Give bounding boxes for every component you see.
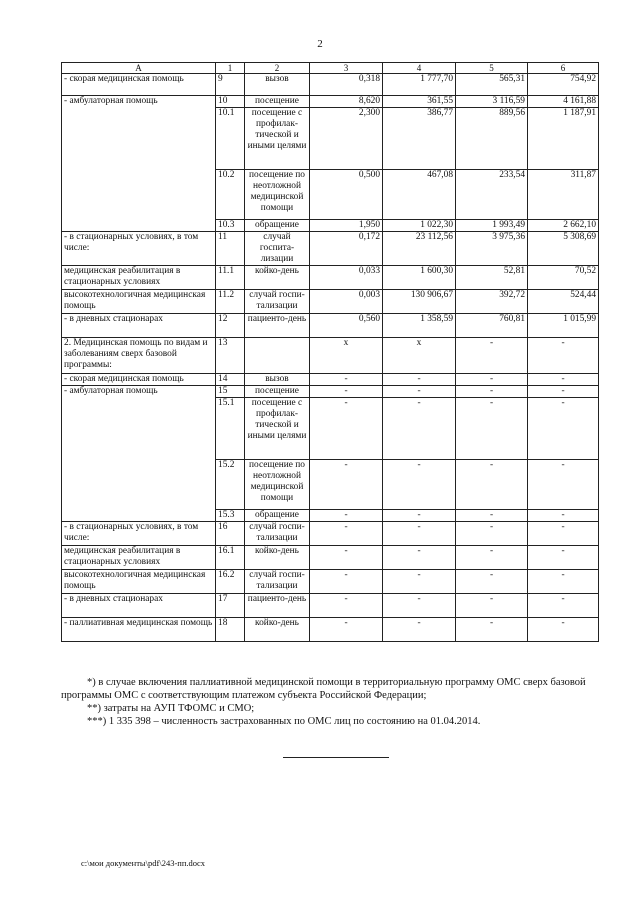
value-cell: - xyxy=(528,510,599,522)
row-label: - скорая медицинская помощь xyxy=(62,374,216,386)
table-row xyxy=(62,290,599,314)
row-unit: посещение с профилак-тической и иными целями xyxy=(245,108,310,170)
value-cell: х xyxy=(383,338,456,374)
row-number: 16.2 xyxy=(216,570,245,594)
value-cell: - xyxy=(310,522,383,546)
value-cell: - xyxy=(456,618,528,642)
row-unit: случай госпи-тализации xyxy=(245,290,310,314)
row-number: 15.3 xyxy=(216,510,245,522)
value-cell: 0,033 xyxy=(310,266,383,290)
header-cell: 1 xyxy=(216,63,245,74)
value-cell: - xyxy=(310,546,383,570)
row-unit: пациенто-день xyxy=(245,594,310,618)
header-cell: 6 xyxy=(528,63,599,74)
row-label: медицинская реабилитация в стационарных условиях xyxy=(62,266,216,290)
row-number: 18 xyxy=(216,618,245,642)
row-unit: вызов xyxy=(245,374,310,386)
row-number: 9 xyxy=(216,74,245,96)
table-row xyxy=(62,266,599,290)
value-cell: 889,56 xyxy=(456,108,528,170)
file-path: c:\мои документы\pdf\243-пп.docx xyxy=(81,858,206,868)
table-row xyxy=(62,570,599,594)
row-unit: койко-день xyxy=(245,266,310,290)
value-cell: 0,172 xyxy=(310,232,383,266)
row-number: 17 xyxy=(216,594,245,618)
footnotes xyxy=(61,676,598,728)
value-cell: 5 308,69 xyxy=(528,232,599,266)
value-cell: 1 015,99 xyxy=(528,314,599,338)
value-cell: - xyxy=(528,594,599,618)
value-cell: - xyxy=(383,618,456,642)
value-cell: - xyxy=(456,546,528,570)
header-cell: 2 xyxy=(245,63,310,74)
value-cell: 1 600,30 xyxy=(383,266,456,290)
value-cell: - xyxy=(310,374,383,386)
value-cell: 130 906,67 xyxy=(383,290,456,314)
value-cell: - xyxy=(528,546,599,570)
row-label: - в дневных стационарах xyxy=(62,314,216,338)
value-cell: 1 022,30 xyxy=(383,220,456,232)
row-number: 15.2 xyxy=(216,460,245,510)
row-number: 10 xyxy=(216,96,245,108)
value-cell: 311,87 xyxy=(528,170,599,220)
value-cell: 0,003 xyxy=(310,290,383,314)
value-cell: 70,52 xyxy=(528,266,599,290)
row-label: - амбулаторная помощь xyxy=(62,96,216,232)
value-cell: - xyxy=(310,386,383,398)
table-row xyxy=(62,74,599,96)
value-cell: 52,81 xyxy=(456,266,528,290)
row-number: 15 xyxy=(216,386,245,398)
header-cell: А xyxy=(62,63,216,74)
value-cell: - xyxy=(528,386,599,398)
row-number: 15.1 xyxy=(216,398,245,460)
row-number: 10.3 xyxy=(216,220,245,232)
value-cell: - xyxy=(456,594,528,618)
value-cell: 1 187,91 xyxy=(528,108,599,170)
footnote-insured-count: ***) 1 335 398 – численность застрахованных по ОМС лиц по состоянию на 01.04.2014. xyxy=(87,716,481,727)
row-number: 14 xyxy=(216,374,245,386)
row-label: 2. Медицинская помощь по видам и заболеваниям сверх базовой программы: xyxy=(62,338,216,374)
table-row xyxy=(62,594,599,618)
table-row xyxy=(62,232,599,266)
row-unit: койко-день xyxy=(245,618,310,642)
row-number: 10.2 xyxy=(216,170,245,220)
value-cell: 0,500 xyxy=(310,170,383,220)
value-cell: 392,72 xyxy=(456,290,528,314)
value-cell: - xyxy=(456,338,528,374)
value-cell: 1 993,49 xyxy=(456,220,528,232)
value-cell: - xyxy=(528,522,599,546)
value-cell: - xyxy=(383,374,456,386)
row-label: медицинская реабилитация в стационарных условиях xyxy=(62,546,216,570)
value-cell: 361,55 xyxy=(383,96,456,108)
row-unit: койко-день xyxy=(245,546,310,570)
value-cell: - xyxy=(456,398,528,460)
divider-line xyxy=(283,757,389,758)
row-number: 12 xyxy=(216,314,245,338)
row-label: - паллиативная медицинская помощь xyxy=(62,618,216,642)
value-cell: 1 358,59 xyxy=(383,314,456,338)
table-row xyxy=(62,618,599,642)
value-cell: - xyxy=(528,460,599,510)
value-cell: 8,620 xyxy=(310,96,383,108)
table-row xyxy=(62,314,599,338)
table-row xyxy=(62,338,599,374)
footnote-palliative: *) в случае включения паллиативной медицинской помощи в территориальную программу ОМС сверх базовой программы ОМС с соответствующим платежом субъекта Российской Федерации; xyxy=(61,677,586,701)
value-cell: - xyxy=(383,522,456,546)
row-unit: вызов xyxy=(245,74,310,96)
row-unit: обращение xyxy=(245,220,310,232)
value-cell: 754,92 xyxy=(528,74,599,96)
row-number: 11.1 xyxy=(216,266,245,290)
row-number: 11 xyxy=(216,232,245,266)
value-cell: 0,560 xyxy=(310,314,383,338)
value-cell: - xyxy=(528,398,599,460)
table-row xyxy=(62,522,599,546)
value-cell: х xyxy=(310,338,383,374)
value-cell: - xyxy=(383,570,456,594)
table-row xyxy=(62,386,599,398)
value-cell: 2,300 xyxy=(310,108,383,170)
value-cell: 386,77 xyxy=(383,108,456,170)
value-cell: - xyxy=(310,460,383,510)
row-unit xyxy=(245,338,310,374)
row-unit: посещение по неотложной медицинской помощи xyxy=(245,170,310,220)
value-cell: - xyxy=(310,570,383,594)
value-cell: - xyxy=(456,510,528,522)
row-number: 10.1 xyxy=(216,108,245,170)
row-label: - в стационарных условиях, в том числе: xyxy=(62,232,216,266)
row-label: - в стационарных условиях, в том числе: xyxy=(62,522,216,546)
value-cell: 565,31 xyxy=(456,74,528,96)
row-unit: случай госпита-лизации xyxy=(245,232,310,266)
value-cell: - xyxy=(310,594,383,618)
value-cell: - xyxy=(528,374,599,386)
row-unit: посещение xyxy=(245,386,310,398)
value-cell: - xyxy=(310,618,383,642)
value-cell: - xyxy=(383,546,456,570)
row-unit: случай госпи-тализации xyxy=(245,570,310,594)
value-cell: - xyxy=(310,398,383,460)
header-cell: 5 xyxy=(456,63,528,74)
row-label: высокотехнологичная медицинская помощь xyxy=(62,570,216,594)
value-cell: 760,81 xyxy=(456,314,528,338)
tariff-table xyxy=(61,62,599,642)
table-row xyxy=(62,374,599,386)
header-cell: 3 xyxy=(310,63,383,74)
table-header-row xyxy=(62,63,599,74)
page-number: 2 xyxy=(317,38,323,50)
row-number: 16 xyxy=(216,522,245,546)
value-cell: 524,44 xyxy=(528,290,599,314)
row-label: высокотехнологичная медицинская помощь xyxy=(62,290,216,314)
value-cell: 467,08 xyxy=(383,170,456,220)
row-number: 16.1 xyxy=(216,546,245,570)
row-unit: случай госпи-тализации xyxy=(245,522,310,546)
table-row xyxy=(62,96,599,108)
value-cell: - xyxy=(456,386,528,398)
header-cell: 4 xyxy=(383,63,456,74)
value-cell: - xyxy=(383,460,456,510)
row-label: - в дневных стационарах xyxy=(62,594,216,618)
value-cell: 23 112,56 xyxy=(383,232,456,266)
value-cell: 1,950 xyxy=(310,220,383,232)
value-cell: - xyxy=(456,570,528,594)
row-unit: обращение xyxy=(245,510,310,522)
row-number: 13 xyxy=(216,338,245,374)
value-cell: 1 777,70 xyxy=(383,74,456,96)
value-cell: - xyxy=(528,570,599,594)
row-unit: пациенто-день xyxy=(245,314,310,338)
value-cell: - xyxy=(528,338,599,374)
value-cell: 3 116,59 xyxy=(456,96,528,108)
row-unit: посещение xyxy=(245,96,310,108)
value-cell: - xyxy=(456,374,528,386)
value-cell: - xyxy=(383,510,456,522)
row-unit: посещение с профилак-тической и иными целями xyxy=(245,398,310,460)
value-cell: - xyxy=(383,386,456,398)
value-cell: - xyxy=(383,398,456,460)
value-cell: 233,54 xyxy=(456,170,528,220)
footnote-admin-costs: **) затраты на АУП ТФОМС и СМО; xyxy=(87,703,255,714)
row-label: - скорая медицинская помощь xyxy=(62,74,216,96)
table-row xyxy=(62,546,599,570)
value-cell: 2 662,10 xyxy=(528,220,599,232)
value-cell: - xyxy=(383,594,456,618)
value-cell: 0,318 xyxy=(310,74,383,96)
value-cell: - xyxy=(456,460,528,510)
row-unit: посещение по неотложной медицинской помощи xyxy=(245,460,310,510)
value-cell: - xyxy=(310,510,383,522)
row-label: - амбулаторная помощь xyxy=(62,386,216,522)
row-number: 11.2 xyxy=(216,290,245,314)
value-cell: 4 161,88 xyxy=(528,96,599,108)
value-cell: - xyxy=(456,522,528,546)
value-cell: - xyxy=(528,618,599,642)
value-cell: 3 975,36 xyxy=(456,232,528,266)
